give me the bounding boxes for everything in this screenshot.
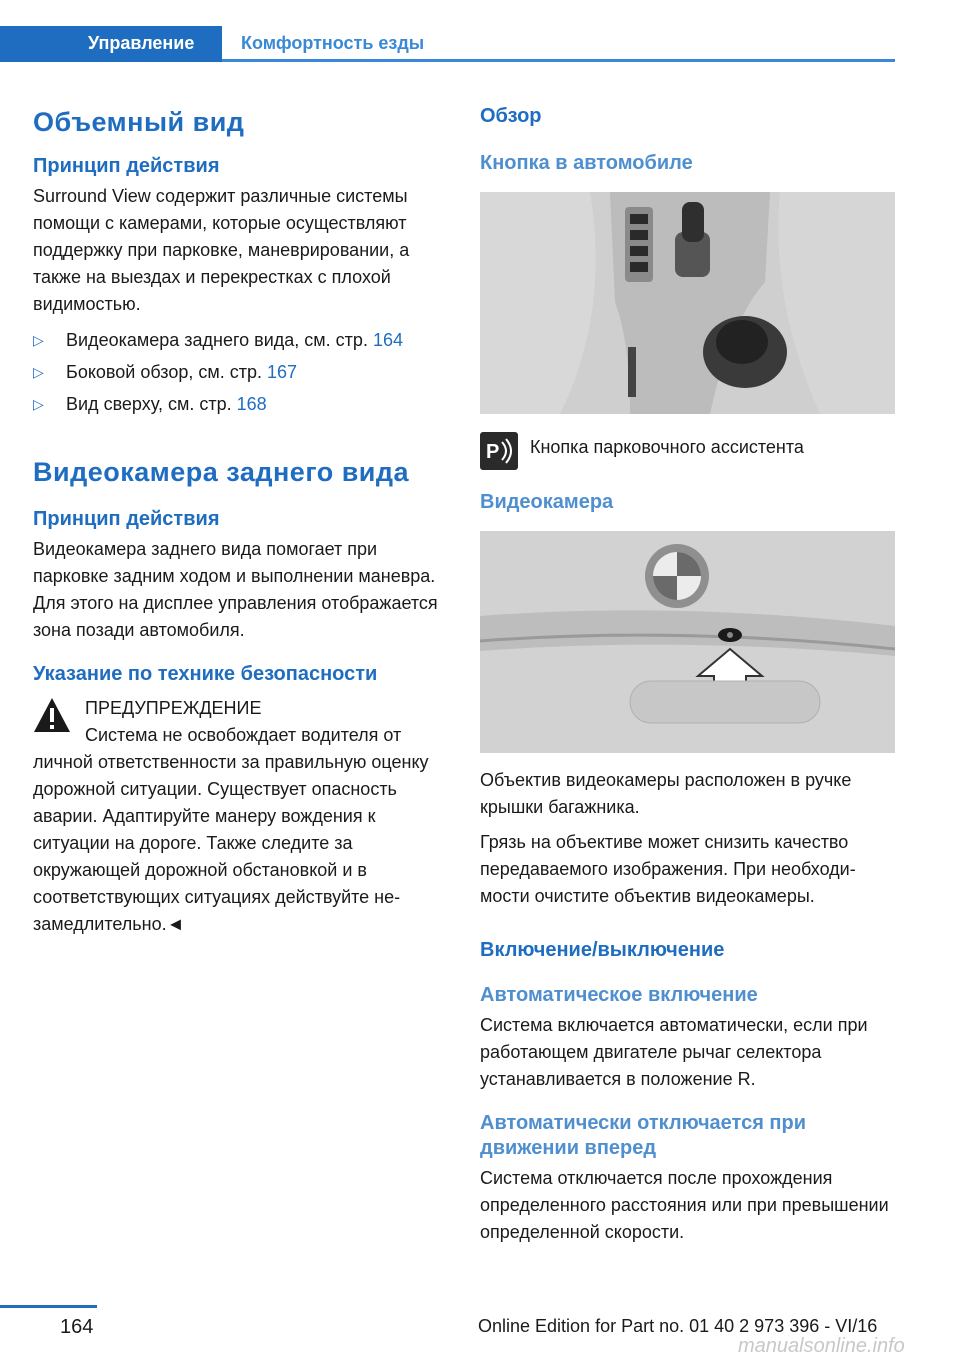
- page-link[interactable]: 167: [266, 362, 298, 383]
- tab-komfortnost[interactable]: Комфортность езды: [241, 33, 425, 53]
- triangle-bullet-icon: ▷: [33, 364, 44, 381]
- subtitle-principle: Принцип действия: [33, 507, 220, 530]
- safety-heading: Указание по технике безопасности: [33, 662, 378, 685]
- subtitle-principle: Принцип действия: [33, 155, 220, 178]
- page-link[interactable]: 168: [236, 394, 267, 415]
- svg-text:P: P: [486, 441, 500, 463]
- page-header: [0, 0, 895, 62]
- triangle-bullet-icon: ▷: [33, 396, 44, 413]
- parking-assist-label: Кнопка парковочного ассистента: [530, 437, 804, 457]
- header-divider: [222, 59, 895, 62]
- list-item: ▷ Вид сверху, см. стр. 168: [33, 388, 447, 420]
- console-photo: [480, 192, 895, 414]
- auto-on-text: Система включается автоматически, если при работающем двигателе рычаг селектора устанавливается в положение R.: [480, 1015, 868, 1089]
- camera-location-text: Объектив видеокамеры расположен в ручке крышки багажника.: [480, 770, 852, 817]
- center-console-image: [480, 192, 895, 414]
- list-item: ▷ Видеокамера заднего вида, см. стр. 164: [33, 324, 447, 356]
- left-column: [33, 96, 447, 938]
- edition-text: Online Edition for Part no. 01 40 2 973 396 - VI/16: [478, 1316, 878, 1336]
- auto-on-heading: Автоматическое включение: [480, 984, 758, 1006]
- on-off-heading: Включение/выключение: [480, 939, 725, 961]
- right-column: [480, 96, 894, 1246]
- page-number: 164: [60, 1316, 94, 1338]
- warning-text: Система не освобождает водителя от личной ответственности за правильную оценку дорожной ситуации. Существует опасность аварии. Адаптируйте манеру вождения к ситуации на дороге. Также следите за окружающей дорожной обстановкой и в соответствующих ситуациях действуйте незамедлительно.◄: [33, 724, 429, 934]
- footer-divider: [0, 1305, 97, 1308]
- parking-assist-icon: [480, 432, 518, 470]
- warning-block: [33, 695, 447, 722]
- rear-camera-description: Видеокамера заднего вида помогает при парковке задним ходом и выполнении маневра. Для этого на дисплее управления отображается зона позади автомобиля.: [33, 538, 438, 640]
- button-heading: Кнопка в автомобиле: [480, 152, 693, 174]
- surround-view-description: Surround View содержит различные системы помощи с камерами, которые осуществляют поддержку при парковке, маневрировании, а также на выездах и перекрестках с плохой видимостью.: [33, 186, 410, 315]
- section-title-surround-view: Объемный вид: [33, 107, 245, 137]
- page-link[interactable]: 164: [372, 330, 403, 351]
- auto-off-heading: Автоматически отключается при движении вперед: [480, 1112, 807, 1159]
- trunk-photo: [480, 531, 895, 753]
- overview-heading: Обзор: [480, 105, 542, 127]
- auto-off-text: Система отключается после прохождения определенного расстояния или при превышении определенной скорости.: [480, 1168, 889, 1242]
- warning-label: ПРЕДУПРЕЖДЕНИЕ: [85, 697, 262, 718]
- watermark: manualsonline.info: [738, 1335, 905, 1357]
- related-pages-list: [33, 324, 447, 420]
- section-title-rear-camera: Видеокамера заднего вида: [33, 457, 410, 488]
- list-item: ▷ Боковой обзор, см. стр. 167: [33, 356, 447, 388]
- trunk-camera-image: [480, 531, 895, 753]
- warning-triangle-icon: [33, 697, 71, 733]
- triangle-bullet-icon: ▷: [33, 332, 44, 349]
- tab-upravlenie[interactable]: Управление: [0, 26, 222, 62]
- camera-heading: Видеокамера: [480, 491, 614, 513]
- camera-cleaning-text: Грязь на объективе может снизить качество передаваемого изображения. При необходимости очистите объектив видеокамеры.: [480, 832, 856, 906]
- parking-assist-caption: [480, 432, 894, 476]
